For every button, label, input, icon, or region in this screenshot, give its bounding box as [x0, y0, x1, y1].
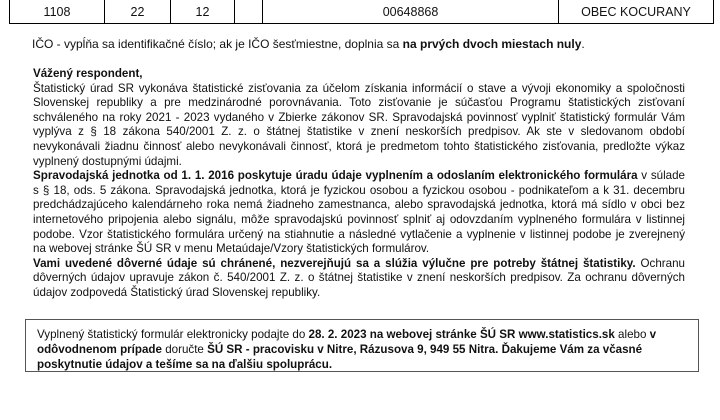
confidential-bold: Vami uvedené dôverné údaje sú chránené, nezverejňujú sa a slúžia výlučne pre potreby štátnej štatistiky.	[33, 256, 636, 270]
electronic-form-text: v súlade s § 18, ods. 5 zákona. Spravodajská jednotka, ktorá je fyzickou osobou a fyzickou osobou - podnikateľom a k 31. decembru predchádzajúceho kalendárneho roka nemá žiadneho zamestnanca, alebo spravodajská jednotka, ktorá má sídlo v obci bez internetového pripojenia alebo signálu, môže spravodajskú povinnosť splniť aj odovzdaním vyplneného formulára v listinnej podobe. Vzor štatistického formulára určený na stiahnutie a následné vytlačenie a vyplnenie v listinnej podobe je zverejnený na webovej stránke ŠÚ SR v menu Metaúdaje/Vzory štatistických formulárov.	[33, 169, 685, 256]
id-cell-4	[235, 0, 263, 24]
notice-deadline: 28. 2. 2023 na webovej stránke ŠÚ SR www.statistics.sk	[308, 328, 615, 341]
id-cell-1: 1108	[10, 0, 105, 24]
notice-address: ŠÚ SR - pracovisku v Nitre, Rázusova 9, 949 55 Nitra. Ďakujeme Vám za včasné poskytnutie údajov a tešíme sa na ďalšiu spoluprácu.	[37, 343, 643, 371]
ico-note-end: .	[581, 37, 585, 51]
notice-text-2: alebo	[614, 328, 650, 341]
ico-note-bold: na prvých dvoch miestach nuly	[402, 37, 582, 51]
confidential-text: Ochranu dôverných údajov upravuje zákon č. 540/2001 Z. z. o štátnej štatistike v znení neskorších predpisov. Za ochranu dôverných údajov zodpovedá Štatistický úrad Slovenskej republiky.	[33, 256, 685, 299]
electronic-form-bold: Spravodajská jednotka od 1. 1. 2016 poskytuje úradu údaje vyplnením a odoslaním elektronického formulára	[33, 169, 638, 183]
respondent-name-cell: OBEC KOCURANY	[559, 0, 714, 24]
notice-justified-case: v odôvodnenom prípade	[37, 328, 657, 356]
id-cell-3: 12	[171, 0, 235, 24]
letter-paragraph-confidential	[33, 257, 685, 301]
letter-paragraph-purpose: Štatistický úrad SR vykonáva štatistické zisťovania za účelom získania informácií o stave a vývoji ekonomiky a spoločnosti Slovenskej republiky a pre medzinárodné porovnávania. Toto zisťovanie je súčasťou Programu štatistických zisťovaní schváleného na roky 2021 - 2023 vydaného v Zbierke zákonov SR. Spravodajská povinnosť vyplniť štatistický formulár Vám vyplýva z § 18 zákona 540/2001 Z. z. o štátnej štatistike v znení neskorších predpisov. Ak ste v sledovanom období nevykonávali žiadnu činnosť alebo nevykonávali činnosť, ktorá je predmetom tohto štatistického zisťovania, predložte výkaz vyplnený dostupnými údajmi.	[33, 81, 685, 168]
identification-table	[9, 0, 714, 24]
ico-note	[32, 37, 702, 52]
respondent-letter	[33, 67, 685, 301]
letter-paragraph-electronic	[33, 169, 685, 257]
identification-row	[10, 0, 714, 24]
ico-note-text: IČO - vypĺňa sa identifikačné číslo; ak je IČO šesťmiestne, doplnia sa	[32, 37, 403, 51]
notice-text-1: Vyplnený štatistický formulár elektronicky podajte do	[37, 328, 309, 341]
letter-greeting: Vážený respondent,	[33, 67, 143, 80]
ico-cell: 00648868	[263, 0, 559, 24]
id-cell-2: 22	[105, 0, 171, 24]
notice-text-3: doručte	[161, 343, 208, 356]
submission-notice-box	[25, 319, 699, 372]
